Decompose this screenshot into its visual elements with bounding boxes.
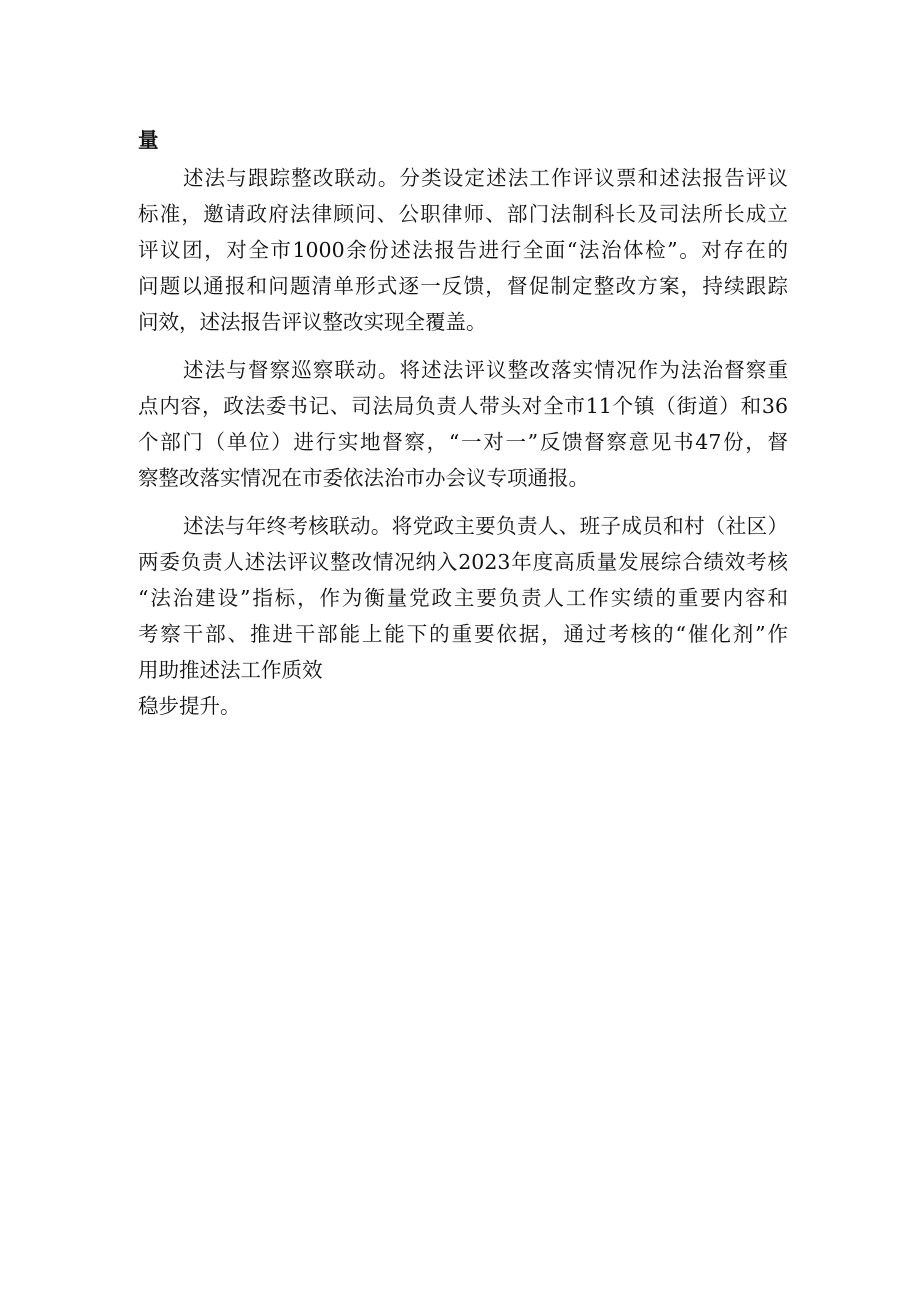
paragraph-line: 考察干部、推进干部能上能下的重要依据，通过考核的“催化剂”作 bbox=[138, 622, 788, 646]
paragraph-supervision-inspection bbox=[138, 352, 788, 496]
carry-over-heading: 量 bbox=[138, 128, 159, 152]
paragraph-line: 标准，邀请政府法律顾问、公职律师、部门法制科长及司法所长成立 bbox=[138, 202, 788, 226]
paragraph-line: 述法与年终考核联动。将党政主要负责人、班子成员和村（社区） bbox=[183, 514, 788, 538]
paragraph-annual-assessment bbox=[138, 508, 788, 724]
paragraph-line: 问题以通报和问题清单形式逐一反馈，督促制定整改方案，持续跟踪 bbox=[138, 274, 788, 298]
paragraph-line: 察整改落实情况在市委依法治市办会议专项通报。 bbox=[138, 466, 589, 490]
paragraph-line: 两委负责人述法评议整改情况纳入2023年度高质量发展综合绩效考核 bbox=[138, 550, 788, 574]
paragraph-line: 述法与督察巡察联动。将述法评议整改落实情况作为法治督察重 bbox=[183, 358, 788, 382]
paragraph-line: 问效，述法报告评议整改实现全覆盖。 bbox=[138, 310, 487, 334]
paragraph-line: 个部门（单位）进行实地督察，“一对一”反馈督察意见书47份，督 bbox=[138, 430, 788, 454]
paragraph-line: 点内容，政法委书记、司法局负责人带头对全市11个镇（街道）和36 bbox=[138, 394, 788, 418]
paragraph-line: 稳步提升。 bbox=[138, 694, 241, 718]
paragraph-spacer bbox=[138, 496, 788, 508]
paragraph-line: “法治建设”指标，作为衡量党政主要负责人工作实绩的重要内容和 bbox=[138, 586, 788, 610]
document-body bbox=[138, 120, 788, 724]
paragraph-line: 述法与跟踪整改联动。分类设定述法工作评议票和述法报告评议 bbox=[183, 166, 788, 190]
paragraph-line: 用助推述法工作质效 bbox=[138, 658, 323, 682]
paragraph-spacer bbox=[138, 340, 788, 352]
paragraph-tracking-rectification bbox=[138, 160, 788, 340]
paragraph-line: 评议团，对全市1000余份述法报告进行全面“法治体检”。对存在的 bbox=[138, 238, 788, 262]
